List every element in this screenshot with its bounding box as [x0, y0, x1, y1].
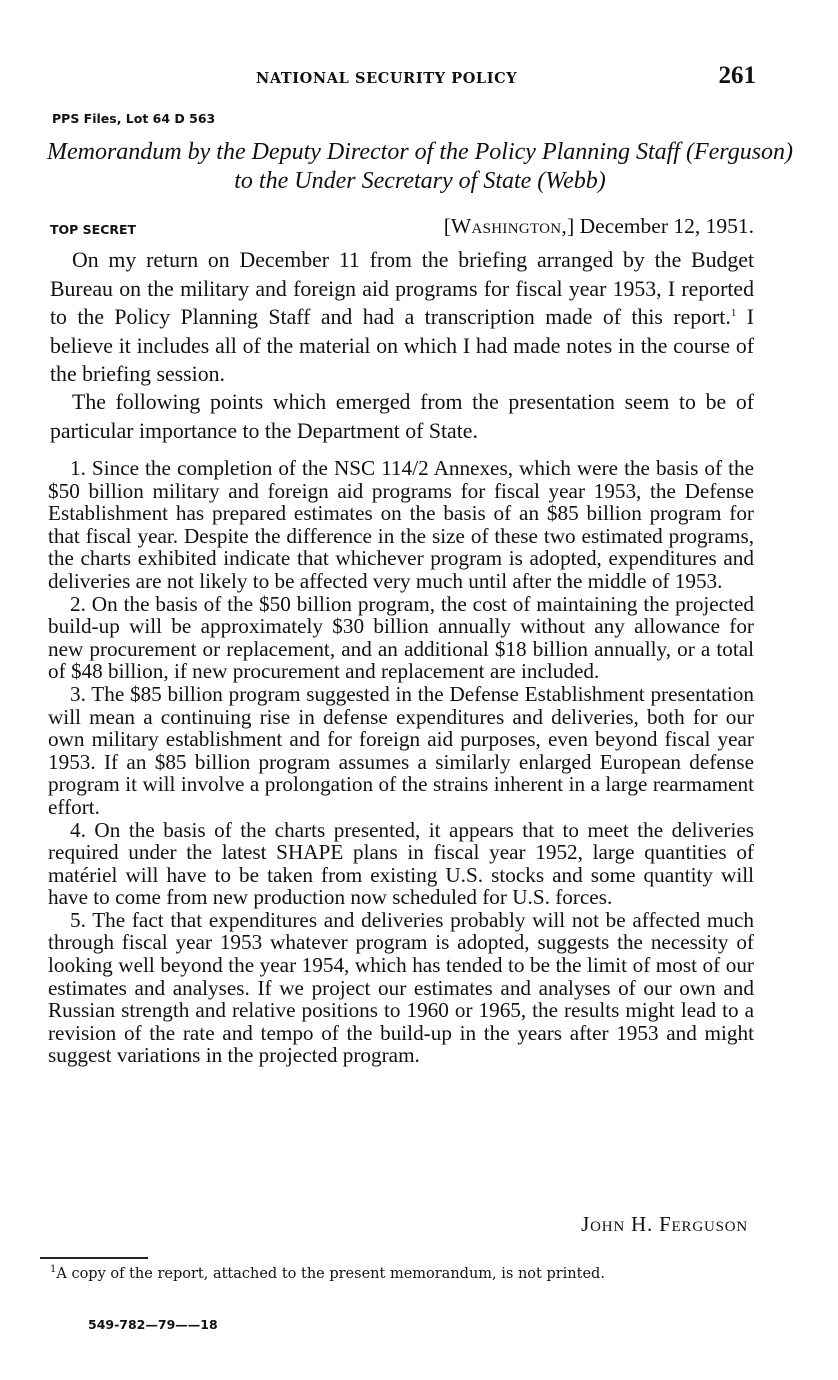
point-2: 2. On the basis of the $50 billion program, the cost of maintaining the projected build-up will be approximately $30 billion annually without any allowance for new procurement or replacement, and an additional $18 billion annually, or a total of $48 billion, if new procurement and replacement are included.	[48, 591, 754, 684]
document-title: Memorandum by the Deputy Director of the Policy Planning Staff (Ferguson) to the Under Secretary of State (Webb)	[46, 139, 794, 194]
second-paragraph	[50, 388, 754, 445]
point-4: 4. On the basis of the charts presented, it appears that to meet the deliveries required under the latest SHAPE plans in fiscal year 1952, large quantities of matériel will have to be taken from existing U.S. stocks and some quantity will have to come from new production now scheduled for U.S. forces.	[48, 817, 754, 910]
classification-marking: TOP SECRET	[50, 222, 137, 237]
point-3: 3. The $85 billion program suggested in the Defense Establishment presentation will mean a continuing rise in defense expenditures and deliveries, both for our own military establishment and for foreign aid purposes, even beyond fiscal year 1953. If an $85 billion program assumes a similarly enlarged European defense program it will involve a prolongation of the strains inherent in a large rearmament effort.	[48, 681, 754, 819]
second-paragraph-text: The following points which emerged from the presentation seem to be of particular importance to the Department of State.	[50, 390, 754, 443]
dateline-place: Washington,	[450, 214, 568, 238]
printer-code: 549-782—79——18	[88, 1317, 218, 1332]
intro-paragraph-text	[50, 246, 754, 389]
intro-text-before-note: On my return on December 11 from the briefing arranged by the Budget Bureau on the military and foreign aid programs for fiscal year 1953, I reported to the Policy Planning Staff and had a transcription made of this report.	[50, 248, 754, 330]
running-title: NATIONAL SECURITY POLICY	[256, 70, 518, 87]
point-1: 1. Since the completion of the NSC 114/2 Annexes, which were the basis of the $50 billion military and foreign aid programs for fiscal year 1953, the Defense Establishment has prepared estimates on the basis of an $85 billion program for that fiscal year. Despite the difference in the size of these two estimated programs, the charts exhibited indicate that whichever program is adopted, expenditures and deliveries are not likely to be affected very much until after the middle of 1953.	[48, 456, 754, 593]
source-note: PPS Files, Lot 64 D 563	[52, 111, 216, 126]
footnote-marker: 1	[50, 1264, 57, 1275]
footnote	[50, 1266, 605, 1282]
numbered-points	[48, 457, 754, 1067]
footnote-divider	[40, 1257, 148, 1259]
footnote-reference[interactable]: 1	[730, 307, 737, 320]
dateline-date: December 12, 1951.	[579, 214, 754, 238]
point-5: 5. The fact that expenditures and deliveries probably will not be affected much through fiscal year 1953 whatever program is adopted, suggests the necessity of looking well beyond the year 1954, which has tended to be the limit of most of our estimates and analyses. If we project our estimates and analyses of our own and Russian strength and relative positions to 1960 or 1965, the results might lead to a revision of the rate and tempo of the build-up in the years after 1953 and might suggest variations in the projected program.	[48, 907, 754, 1068]
dateline: [Washington,] December 12, 1951.	[443, 214, 754, 238]
footnote-text: A copy of the report, attached to the present memorandum, is not printed.	[56, 1266, 605, 1282]
running-head	[0, 62, 838, 94]
page-number: 261	[718, 62, 756, 89]
signature: John H. Ferguson	[581, 1212, 748, 1236]
intro-paragraph	[50, 246, 754, 389]
intro-text-after-note: I believe it includes all of the material on which I had made notes in the course of the briefing session.	[50, 305, 754, 387]
